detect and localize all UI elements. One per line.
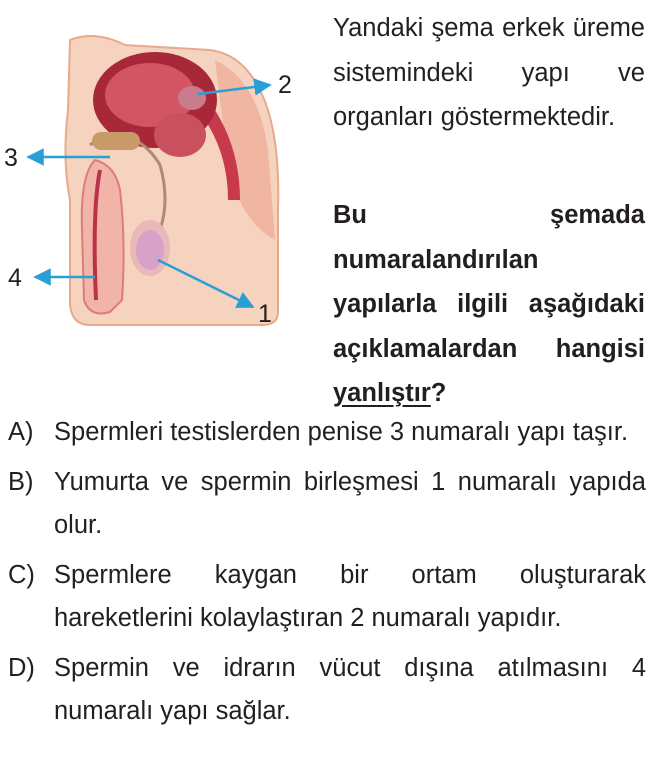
option-text: Yumurta ve spermin birleşmesi 1 numaralı yapıda olur.	[54, 467, 646, 539]
testis	[136, 230, 164, 270]
intro-text: Yandaki şema erkek üreme sistemindeki yapı ve organları göstermektedir.	[333, 14, 645, 131]
question-mark: ?	[430, 379, 447, 407]
question-main: Bu şemada numaralandırılan yapılarla ilgili aşağıdaki açıklamalardan hangisi	[333, 201, 645, 363]
option-letter: D)	[8, 653, 35, 682]
penis	[82, 160, 124, 314]
option-letter: A)	[8, 418, 34, 446]
option-letter: B)	[8, 467, 34, 496]
question-text	[333, 193, 645, 416]
label-2: 2	[278, 71, 292, 99]
question-underlined-word: yanlıştır	[333, 379, 431, 407]
option-b[interactable]	[8, 461, 646, 548]
option-letter: C)	[8, 560, 35, 589]
label-1: 1	[258, 300, 272, 328]
option-text: Spermleri testislerden penise 3 numaralı yapı taşır.	[54, 418, 629, 446]
reproductive-system-diagram	[0, 0, 320, 340]
option-text: Spermin ve idrarın vücut dışına atılmasını 4 numaralı yapı sağlar.	[54, 653, 646, 725]
option-a[interactable]	[8, 411, 646, 455]
option-text: Spermlere kaygan bir ortam oluşturarak hareketlerini kolaylaştıran 2 numaralı yapıdır.	[54, 560, 646, 632]
reproductive-system-figure	[0, 0, 320, 340]
label-3: 3	[4, 144, 18, 172]
prostate	[154, 113, 206, 157]
answer-options	[8, 411, 646, 740]
label-4: 4	[8, 264, 22, 292]
option-c[interactable]	[8, 554, 646, 641]
seminal-vesicle	[178, 86, 206, 110]
option-d[interactable]	[8, 647, 646, 734]
